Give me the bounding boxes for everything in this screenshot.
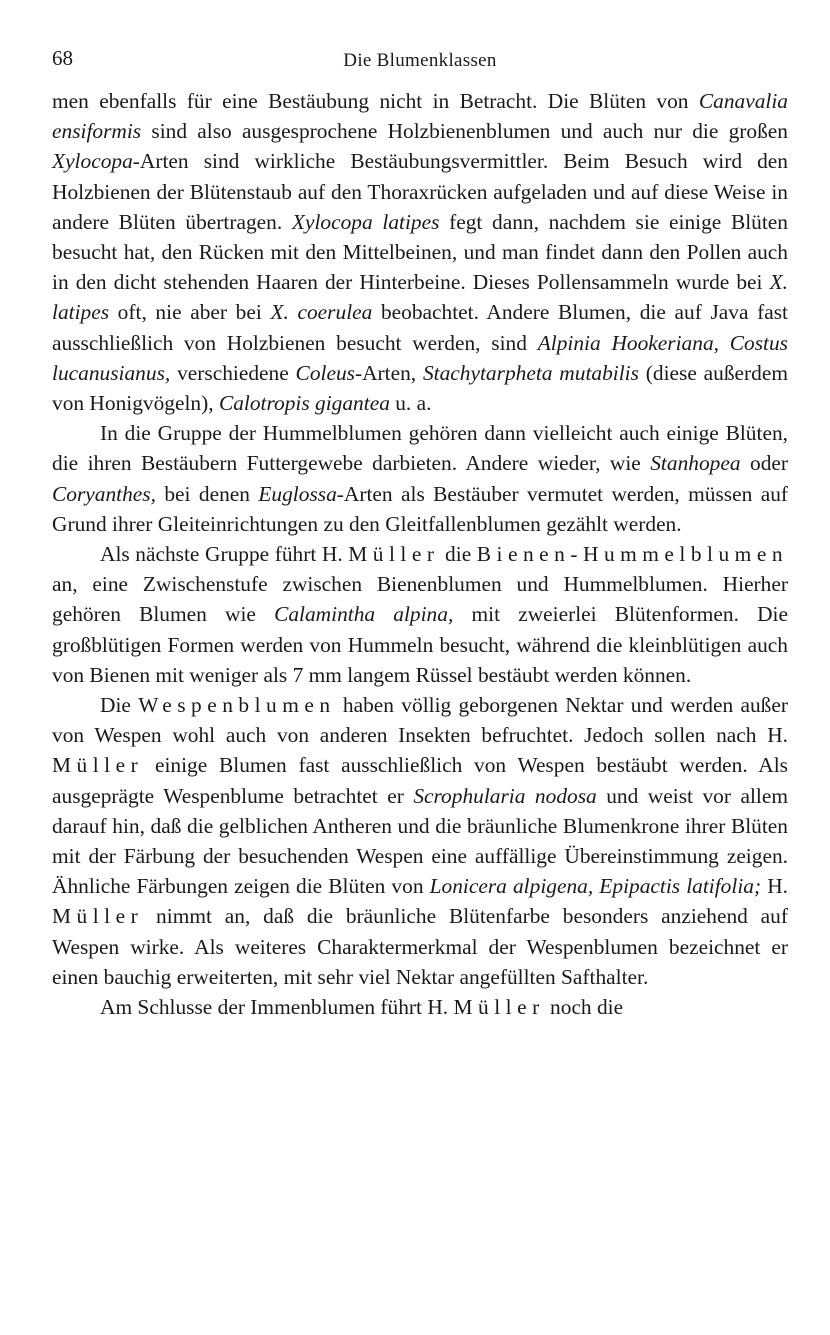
paragraph — [52, 992, 788, 1022]
italic-term: Euglossa — [258, 481, 337, 506]
text-run: haben völlig geborgenen Nektar und werden außer von Wespen wohl auch von anderen Insekten befruchtet. Jedoch sollen nach H. — [52, 693, 788, 748]
text-run: mit zweierlei Blütenformen. Die großblütigen Formen werden von Hummeln besucht, während die kleinblütigen auch von Bienen mit weniger als 7 mm langem Rüssel bestäubt werden können. — [52, 602, 788, 687]
text-run: u. a. — [389, 391, 432, 416]
text-run: bei denen — [155, 481, 259, 506]
italic-term: Coleus — [295, 360, 355, 385]
book-page — [52, 40, 788, 1022]
spaced-emphasis: Wespenblumen — [138, 693, 336, 718]
italic-term: Alpinia Hookeriana, Costus lucanusianus, — [52, 330, 788, 385]
italic-term: Lonicera alpigena, Epipactis latifolia; — [429, 874, 762, 899]
page-number: 68 — [52, 46, 73, 70]
text-run: (diese außerdem von Honigvögeln), — [52, 360, 788, 416]
italic-term: Xylocopa latipes — [291, 209, 440, 234]
text-run: und weist vor allem darauf hin, daß die gelblichen Antheren und die bräunliche Blumenkrone ihrer Blüten mit der Färbung der besuchenden Wespen eine auffällige Übereinstimmung zeigen. Ähnliche Färbungen zeigen die Blüten von — [52, 783, 788, 899]
spaced-emphasis: Müller — [453, 995, 545, 1020]
text-run: verschiedene — [170, 360, 296, 385]
text-run: H. — [761, 874, 788, 899]
text-run: nimmt an, daß die bräunliche Blütenfarbe besonders anziehend auf Wespen wirke. Als weiteres Charaktermerkmal der Wespenblumen bezeichnet er einen bauchig erweiterten, mit sehr viel Nektar angefüllten Safthalter. — [52, 904, 788, 989]
italic-term: Canavalia ensiformis — [52, 89, 788, 144]
italic-term: Xylocopa — [52, 149, 133, 174]
text-run: In die Gruppe der Hummelblumen gehören dann vielleicht auch einige Blüten, die ihren Bestäubern Futtergewebe darbieten. Andere wieder, wie — [52, 421, 788, 476]
italic-term: Stanhopea — [650, 451, 741, 476]
paragraph — [52, 539, 788, 690]
text-run: an, eine Zwischenstufe zwischen Bienenblumen und Hummelblumen. Hierher gehören Blumen wie — [52, 572, 788, 627]
italic-term: Calotropis gigantea — [218, 391, 390, 416]
spaced-emphasis: Bienen-Hummelblumen — [476, 542, 789, 567]
text-run: -Arten als Bestäuber vermutet werden, müssen auf Grund ihrer Gleiteinrichtungen zu den Gleitfallenblumen gezählt werden. — [52, 481, 789, 536]
body-text — [52, 86, 788, 1022]
italic-term: X. coerulea — [270, 300, 373, 325]
text-run: Am Schlusse der Immenblumen führt H. — [100, 995, 454, 1020]
page-header — [52, 40, 788, 80]
paragraph — [52, 418, 788, 539]
text-run: fegt dann, nachdem sie einige Blüten besucht hat, den Rücken mit den Mittelbeinen, und man findet dann den Pollen auch in den dicht stehenden Haaren der Hinterbeine. Dieses Pollensammeln wurde bei — [52, 209, 788, 295]
spaced-emphasis: Müller — [52, 904, 144, 929]
text-run: einige Blumen fast ausschließlich von Wespen bestäubt werden. Als ausgeprägte Wespenblume betrachtet er — [52, 753, 788, 808]
italic-term: Coryanthes, — [52, 481, 156, 506]
text-run: oder — [740, 451, 789, 476]
text-run: sind also ausgesprochene Holzbienenblumen und auch nur die großen — [141, 119, 788, 144]
italic-term: X. latipes — [52, 270, 788, 325]
spaced-emphasis: Müller — [348, 542, 440, 567]
running-head: Die Blumenklassen — [343, 50, 497, 71]
paragraph — [52, 690, 788, 992]
text-run: -Arten, — [354, 360, 423, 385]
text-run: men ebenfalls für eine Bestäubung nicht in Betracht. Die Blüten von — [52, 89, 699, 113]
text-run: noch die — [544, 995, 624, 1020]
spaced-emphasis: Müller — [52, 753, 144, 778]
text-run: beobachtet. Andere Blumen, die auf Java fast ausschließlich von Holzbienen besucht werden, sind — [52, 300, 788, 355]
italic-term: Stachytarpheta mutabilis — [422, 360, 639, 385]
text-run: Als nächste Gruppe führt H. — [100, 542, 349, 567]
text-run: -Arten sind wirkliche Bestäubungsvermittler. Beim Besuch wird den Holzbienen der Blütenstaub auf den Thoraxrücken aufgeladen und auf diese Weise in andere Blüten übertragen. — [52, 149, 788, 234]
paragraph — [52, 86, 788, 418]
text-run: oft, nie aber bei — [109, 300, 271, 325]
text-run: Die — [100, 693, 139, 718]
italic-term: Scrophularia nodosa — [413, 783, 597, 808]
text-run: die — [439, 542, 477, 567]
italic-term: Calamintha alpina, — [274, 602, 454, 627]
